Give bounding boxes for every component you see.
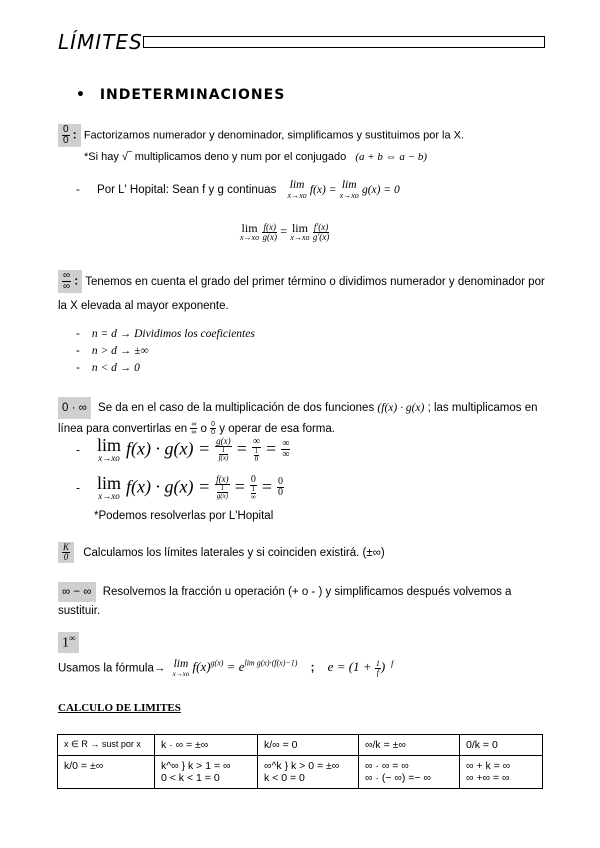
title-underline-box [143,36,545,48]
one-inf-label: 1∞ [58,632,79,653]
zero-inf-note: *Podemos resolverlas por L'Hopital [94,510,274,522]
zero-zero-block [58,124,548,147]
inf-inf-block: $\frac{\infty}{\infty}$ : Tenemos en cuenta el grado del primer término o dividimos numerador y denominador por la X elevada al mayor exponente. [58,270,545,312]
inf-inf-label: $\frac{\infty}{\infty}$ : [58,270,82,293]
inf-inf-item-3: - n < d → 0 [76,362,140,374]
zero-inf-eq-2: - lim x→xo f(x) · g(x) = $\frac{f(x)}{\frac{1}{g(x)}}$ = $\frac{0}{\frac{1}{\infty}}$ = $\frac{0}{0}$ [76,473,284,501]
calc-heading: CALCULO DE LIMITES [58,702,181,714]
conjugate-note: *Si hay √‾ multiplicamos deno y num por el conjugado (a + b ⇔ a − b) [84,151,427,163]
table-cell: k · ∞ = ±∞ [155,735,258,756]
table-cell: k/0 = ±∞ [58,756,155,789]
table-cell: k^∞ } k > 1 = ∞ 0 < k < 1 = 0 [155,756,258,789]
inf-inf-item-1: - n = d → Dividimos los coeficientes [76,328,255,340]
bullet: • [76,87,86,103]
table-cell: ∞^k } k > 0 = ±∞ k < 0 = 0 [258,756,359,789]
table-cell: ∞ + k = ∞ ∞ +∞ = ∞ [460,756,543,789]
zero-inf-eq-1: - lim x→xo f(x) · g(x) = $\frac{g(x)}{\frac{1}{f(x)}}$ = $\frac{\infty}{\frac{1}{0}}$ = $\frac{\infty}{\infty}$ [76,435,290,463]
inf-inf-item-2: - n > d → ±∞ [76,345,149,357]
page-title: LÍMITES [58,30,143,54]
table-cell: k/∞ = 0 [258,735,359,756]
section-title: INDETERMINACIONES [99,87,286,103]
zero-zero-text: Factorizamos numerador y denominador, simplificamos y sustituimos por la X. [83,129,465,142]
table-row [58,735,543,756]
zero-inf-block: 0 · ∞ Se da en el caso de la multiplicación de dos funciones (f(x) · g(x) ; las multiplicamos en línea para convertirlas en $\frac{\infty}{\infty}$ o $\frac{0}{0}$ y operar de esa forma. [58,397,548,439]
table-cell: ∞/k = ±∞ [359,735,460,756]
table-row [58,756,543,789]
inf-minus-inf-block: ∞ − ∞ Resolvemos la fracción u operación (+ o - ) y simplificamos después volvemos a sustituir. [58,582,546,620]
hopital-formula: lim x→xo $\frac{f(x)}{g(x)}$ = lim x→xo $\frac{f'(x)}{g'(x)}$ [240,221,330,242]
k-zero-block: $\frac{K}{0}$ Calculamos los límites laterales y si coinciden existirá. (±∞) [58,542,385,563]
calc-table [57,734,543,789]
one-inf-formula: Usamos la fórmula→ lim x→xo $f(x)^{g(x)} = e^{lim g(x)\cdot(f(x)-1)}$ ; e = (1 + $\frac{1}{f}$ ) $^f$ [58,658,394,678]
table-cell: 0/k = 0 [460,735,543,756]
section-heading [76,87,285,103]
zero-zero-label: $\frac{0}{0}$ : [58,124,81,147]
k-zero-label: $\frac{K}{0}$ [58,542,74,563]
table-cell: ∞ · ∞ = ∞ ∞ · (− ∞) =− ∞ [359,756,460,789]
hopital-line: - Por L' Hopital: Sean f y g continuas lim x→xo f(x) = lim x→xo g(x) = 0 [76,179,400,200]
table-cell: x ∈ R → sust por x [58,735,155,756]
zero-inf-label: 0 · ∞ [58,397,91,419]
inf-minus-inf-label: ∞ − ∞ [58,582,96,602]
